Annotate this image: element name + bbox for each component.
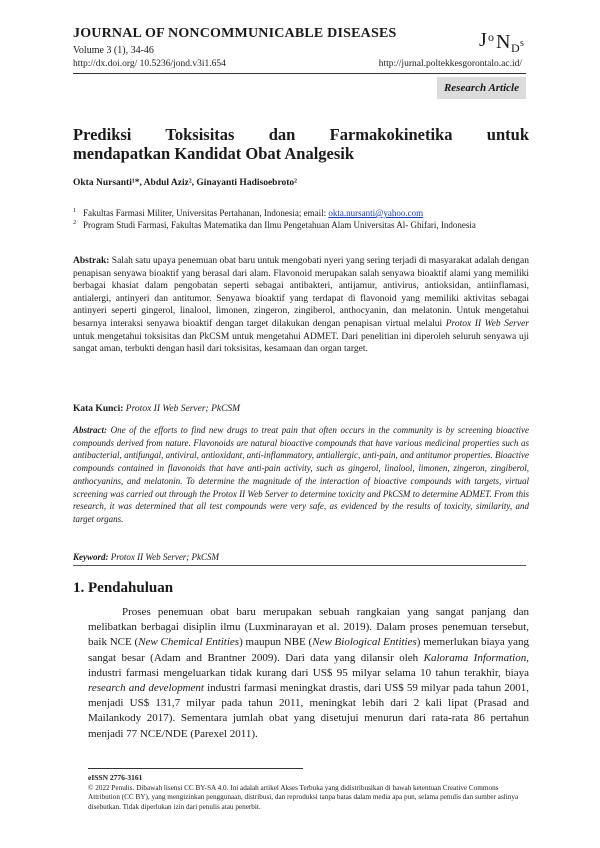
article-title [73,125,529,163]
abstract-english [73,424,529,526]
svg-text:N: N [496,31,511,53]
affiliation-number: 1 [73,207,77,214]
paragraph-text: ) maupun NBE ( [239,636,313,649]
author-list: Okta Nursanti¹*, Abdul Aziz², Ginayanti Hadisoebroto² [73,178,298,188]
keywords-label: Keyword: [73,552,109,562]
abstract-text-cont: untuk mengetahui toksisitas dan PkCSM untuk mengetahui ADMET. Dari penelitian ini diperoleh seluruh senyawa uji sangat aman, terbukti dengan hasil dari toksisitas, kesamaan dan organ target. [73,331,529,355]
paragraph-italic: New Biological Entities [312,636,417,649]
abstract-text: One of the efforts to find new drugs to treat pain that often occurs in the community is by screening bioactive compounds derived from nature. Flavonoids are natural bioactive compounds that have various medicinal properties such as antibacterial, antifungal, antiviral, antioxidant, anti-inflammatory, antiallergic, anti-pain, and antitumor properties. Bioactive compounds contained in flavonoids that have anti-pain activity, such as gingerol, linalool, limonen, zingeron, zingiberol, anthocyanins, and melatonin. To determine the magnitude of the interaction of bioactive compounds with targets, virtual screening was carried out through the Protox II Web Server to determine toxicity and PkCSM to determine ADMET. From this research, it was determined that all test compounds were very safe, as evidenced by the results of toxicity, similarity, and target organs. [73,425,529,524]
svg-text:o: o [488,30,494,44]
paragraph-text: ) memerlukan biaya yang sangat besar (Adam and Brantner 2009). Dari data yang dilansir oleh [88,636,529,664]
keywords-value: Protox II Web Server; PkCSM [123,404,241,414]
affiliation-number: 2 [73,219,77,226]
paragraph-text: Proses penemuan obat baru merupakan sebuah rangkaian yang sangat panjang dan melibatkan berbagai disiplin ilmu (Luxminarayan et al. 2019). Dalam proses penemuan tersebut, baik NCE ( [88,606,529,649]
doi-link[interactable]: http://dx.doi.org/ 10.5236/jond.v3i1.654 [73,59,226,69]
section-paragraph [88,605,529,742]
journal-url-link[interactable]: http://jurnal.poltekkesgorontalo.ac.id/ [378,59,522,69]
header-divider [73,73,526,74]
abstract-label: Abstract: [73,425,108,435]
paragraph-text: industri farmasi meningkat drastis, dari US$ 59 milyar pada tahun 2001, menjadi US$ 131,7 milyar pada tahun 2011, meningkat lebih dari 2 kali lipat (Prasad and Mailankody 2017). Sementara jumlah obat yang disetujui menurun dari rata-rata 86 pertahun menjadi 77 NCE/NDE (Parexel 2011). [88,682,529,740]
keywords-english [73,552,219,562]
keywords-value: Protox II Web Server; PkCSM [108,552,220,562]
abstract-indonesian [73,255,529,356]
affiliation-1 [73,208,529,220]
affiliation-text: Fakultas Farmasi Militer, Universitas Pertahanan, Indonesia; email: [83,208,329,218]
svg-text:J: J [479,29,487,51]
jond-logo-icon [478,24,528,56]
journal-title: JOURNAL OF NONCOMMUNICABLE DISEASES [73,26,397,41]
affiliation-2 [73,220,529,232]
footer-divider [88,768,303,769]
paragraph-italic: New Chemical Entities [138,636,240,649]
article-type-badge: Research Article [437,77,526,99]
abstract-label: Abstrak: [73,256,110,266]
author-email-link[interactable]: okta.nursanti@yahoo.com [328,208,424,218]
abstract-italic-term: Protox II Web Server [445,318,529,329]
section-heading: 1. Pendahuluan [73,580,174,596]
article-title-line2: mendapatkan Kandidat Obat Analgesik [73,144,355,163]
paragraph-italic: research and development [88,682,204,695]
svg-text:D: D [511,41,520,55]
paragraph-text: , industri farmasi mengeluarkan tidak kurang dari US$ 95 milyar selama 10 tahun terakhir, biaya [88,651,529,679]
license-notice: © 2022 Penulis. Dibawah lisensi CC BY-SA 4.0. Ini adalah artikel Akses Terbuka yang didistribusikan di bawah ketentuan Creative Commons Attribution (CC BY), yang mengizinkan penggunaan, distribusi, dan reproduksi tanpa batas dalam media apa pun, selama penulis dan sumber aslinya disebutkan. Tidak diperlukan izin dari penulis atau penerbit. [88,784,519,811]
affiliation-text: Program Studi Farmasi, Fakultas Matematika dan Ilmu Pengetahuan Alam Universitas Al- Ghifari, Indonesia [83,220,476,230]
journal-volume: Volume 3 (1), 34-46 [73,45,154,56]
abstract-divider [73,565,526,566]
svg-text:s: s [520,38,524,49]
abstract-text: Salah satu upaya penemuan obat baru untuk mengobati nyeri yang sering terjadi di masyarakat adalah dengan penapisan senyawa bioaktif yang berasal dari alam. Flavonoid merupakan salah senyawa bioaktif alami yang memiliki berbagai khasiat dalam pengobatan seperti sebagai antibakteri, antijamur, antivirus, antioksidan, antiinflamasi, antialergi, antinyeri dan antitumor. Senyawa bioaktif yang terdapat di flavonoid yang memiliki aktivitas sebagai antinyeri seperti gingerol, linalool, limonen, zingeron, zingiberol, anthocyanin, dan melatonin. Untuk mengetahui besarnya interaksi senyawa bioaktif dengan target dilakukan dengan penapisan virtual melalui [73,256,529,329]
eissn-label: eISSN 2776-3161 [88,773,143,782]
paragraph-italic: Kalorama Information [423,651,527,664]
keywords-label: Kata Kunci: [73,404,124,414]
keywords-indonesian [73,404,240,414]
article-title-line1: Prediksi Toksisitas dan Farmakokinetika untuk [73,125,529,144]
